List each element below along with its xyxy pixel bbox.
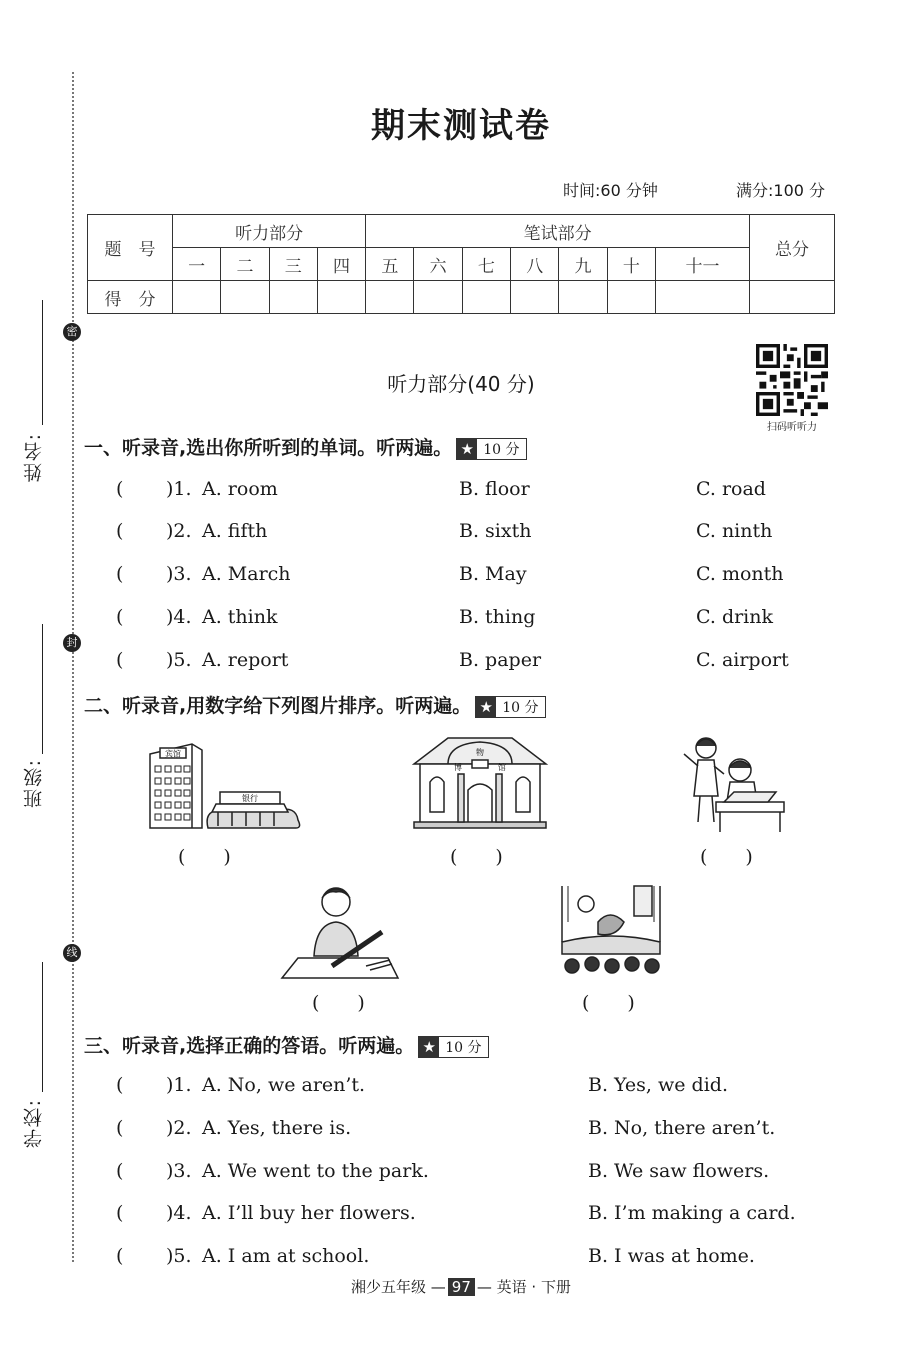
answer-blank[interactable]: ( <box>116 649 124 671</box>
option-b: B. I was at home. <box>588 1245 755 1267</box>
option-c: C. airport <box>696 649 789 671</box>
option-c: C. month <box>696 563 784 585</box>
item-number: )5. <box>166 649 192 671</box>
option-a: A. March <box>202 563 291 585</box>
score-cell[interactable] <box>607 281 655 314</box>
answer-blank[interactable]: ( <box>116 563 124 585</box>
part3-heading-text: 三、听录音,选择正确的答语。听两遍。 <box>84 1035 415 1057</box>
col-number: 十一 <box>655 248 749 281</box>
points-badge <box>418 1036 488 1058</box>
hotel-bank-picture <box>146 740 306 832</box>
seal-xian: 线 <box>63 944 81 962</box>
score-cell[interactable] <box>269 281 317 314</box>
option-c: C. ninth <box>696 520 773 542</box>
boy-drawing-picture <box>278 880 402 980</box>
score-table <box>87 214 835 314</box>
part1-heading <box>84 433 527 460</box>
col-number: 三 <box>269 248 317 281</box>
answer-blank[interactable]: ( ) <box>582 992 635 1014</box>
museum-sign-2: 物 <box>476 748 484 757</box>
stage-show-picture <box>558 882 664 980</box>
hotel-sign-text: 宾馆 <box>165 749 181 759</box>
answer-blank[interactable]: ( <box>116 1117 124 1139</box>
option-c: C. road <box>696 478 766 500</box>
name-write-line <box>42 300 43 425</box>
points-badge <box>475 696 545 718</box>
item-number: )4. <box>166 606 192 628</box>
option-b: B. paper <box>459 649 542 671</box>
part2-heading <box>84 691 546 718</box>
option-a: A. No, we aren’t. <box>202 1074 366 1096</box>
score-cell[interactable] <box>173 281 221 314</box>
option-a: A. I am at school. <box>202 1245 370 1267</box>
col-number: 五 <box>366 248 414 281</box>
option-b: B. Yes, we did. <box>588 1074 728 1096</box>
option-a: A. think <box>202 606 278 628</box>
page-number: 97 <box>448 1278 475 1296</box>
col-number: 七 <box>462 248 510 281</box>
item-number: )2. <box>166 520 192 542</box>
col-number: 一 <box>173 248 221 281</box>
part3-heading <box>84 1031 489 1058</box>
option-a: A. Yes, there is. <box>202 1117 352 1139</box>
option-a: A. I’ll buy her flowers. <box>202 1202 416 1224</box>
option-a: A. room <box>202 478 278 500</box>
col-number: 八 <box>511 248 559 281</box>
option-b: B. thing <box>459 606 536 628</box>
score-cell[interactable] <box>462 281 510 314</box>
listening-section-heading: 听力部分(40 分) <box>387 372 535 396</box>
part2-heading-text: 二、听录音,用数字给下列图片排序。听两遍。 <box>84 695 472 717</box>
binding-dotted-line <box>72 72 74 1262</box>
museum-sign-3: 馆 <box>498 763 506 772</box>
points-badge <box>456 438 526 460</box>
class-write-line <box>42 624 43 754</box>
option-b: B. floor <box>459 478 530 500</box>
answer-blank[interactable]: ( <box>116 1245 124 1267</box>
option-a: A. fifth <box>202 520 268 542</box>
part3-points: 10 分 <box>445 1039 482 1056</box>
row-label-title: 题 号 <box>88 215 173 281</box>
total-score-cell[interactable] <box>750 281 835 314</box>
school-label: 学校: <box>23 1098 45 1149</box>
col-number: 四 <box>317 248 365 281</box>
name-label: 姓名: <box>23 432 45 483</box>
writing-header: 笔试部分 <box>366 215 750 248</box>
option-b: B. I’m making a card. <box>588 1202 796 1224</box>
answer-blank[interactable]: ( <box>116 1202 124 1224</box>
page-title: 期末测试卷 <box>371 106 551 146</box>
score-cell[interactable] <box>317 281 365 314</box>
answer-blank[interactable]: ( <box>116 1160 124 1182</box>
item-number: )1. <box>166 1074 192 1096</box>
option-b: B. May <box>459 563 527 585</box>
answer-blank[interactable]: ( <box>116 478 124 500</box>
answer-blank[interactable]: ( ) <box>700 846 753 868</box>
star-icon: ★ <box>419 1037 439 1057</box>
answer-blank[interactable]: ( ) <box>312 992 365 1014</box>
answer-blank[interactable]: ( <box>116 520 124 542</box>
seal-feng: 封 <box>63 634 81 652</box>
answer-blank[interactable]: ( <box>116 606 124 628</box>
museum-sign-1: 博 <box>454 763 462 772</box>
item-number: )5. <box>166 1245 192 1267</box>
school-write-line <box>42 962 43 1092</box>
part1-points: 10 分 <box>483 441 520 458</box>
option-a: A. We went to the park. <box>202 1160 429 1182</box>
full-score: 满分:100 分 <box>736 181 826 200</box>
bank-sign-text: 银行 <box>242 794 258 803</box>
col-number: 九 <box>559 248 607 281</box>
footer-subject: — 英语 · 下册 <box>476 1278 571 1296</box>
part1-heading-text: 一、听录音,选出你所听到的单词。听两遍。 <box>84 437 453 459</box>
seal-mi: 密 <box>63 323 81 341</box>
score-cell[interactable] <box>221 281 269 314</box>
score-cell[interactable] <box>655 281 749 314</box>
option-b: B. No, there aren’t. <box>588 1117 776 1139</box>
museum-picture <box>410 734 550 832</box>
time-limit: 时间:60 分钟 <box>563 181 658 200</box>
listening-header: 听力部分 <box>173 215 366 248</box>
qr-caption: 扫码听听力 <box>767 422 817 433</box>
item-number: )3. <box>166 1160 192 1182</box>
score-cell[interactable] <box>511 281 559 314</box>
score-row-label: 得 分 <box>88 281 173 314</box>
item-number: )2. <box>166 1117 192 1139</box>
kids-paper-picture <box>676 732 788 834</box>
item-number: )1. <box>166 478 192 500</box>
option-b: B. We saw flowers. <box>588 1160 770 1182</box>
item-number: )4. <box>166 1202 192 1224</box>
score-cell[interactable] <box>559 281 607 314</box>
option-a: A. report <box>202 649 289 671</box>
footer-grade: 湘少五年级 — <box>351 1278 446 1296</box>
col-number: 十 <box>607 248 655 281</box>
item-number: )3. <box>166 563 192 585</box>
class-label: 班级: <box>23 758 45 809</box>
star-icon: ★ <box>457 439 477 459</box>
page-footer <box>0 1276 922 1297</box>
score-cell[interactable] <box>414 281 462 314</box>
answer-blank[interactable]: ( ) <box>178 846 231 868</box>
option-c: C. drink <box>696 606 774 628</box>
option-b: B. sixth <box>459 520 532 542</box>
answer-blank[interactable]: ( ) <box>450 846 503 868</box>
star-icon: ★ <box>476 697 496 717</box>
total-header: 总分 <box>750 215 835 281</box>
part2-points: 10 分 <box>502 699 539 716</box>
col-number: 六 <box>414 248 462 281</box>
col-number: 二 <box>221 248 269 281</box>
answer-blank[interactable]: ( <box>116 1074 124 1096</box>
score-cell[interactable] <box>366 281 414 314</box>
